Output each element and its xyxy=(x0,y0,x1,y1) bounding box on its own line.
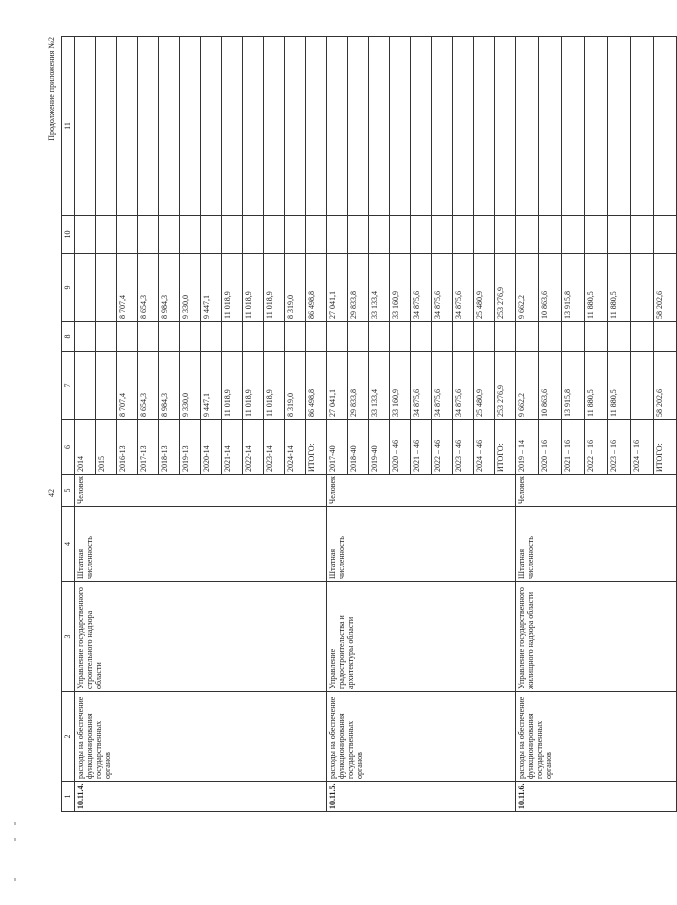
value-col-9: 8 707,4 xyxy=(117,254,138,322)
value-col-8 xyxy=(495,322,516,352)
value-col-7: 11 018,9 xyxy=(264,352,285,420)
value-col-8 xyxy=(369,322,390,352)
indicator: Штатная численность xyxy=(516,507,677,582)
value-col-8 xyxy=(96,322,117,352)
unit: Человек xyxy=(327,475,516,507)
value-col-9: 11 880,5 xyxy=(608,254,631,322)
value-col-9 xyxy=(96,254,117,322)
value-col-10 xyxy=(243,216,264,254)
value-col-10 xyxy=(75,216,96,254)
period: 2021 – 16 xyxy=(562,420,585,475)
period: 2019 – 14 xyxy=(516,420,539,475)
value-col-7 xyxy=(75,352,96,420)
value-col-9: 27 041,1 xyxy=(327,254,348,322)
organization: Управление государственного строительного надзора области xyxy=(75,582,327,692)
period: 2019-13 xyxy=(180,420,201,475)
value-col-10 xyxy=(453,216,474,254)
value-col-11 xyxy=(453,37,474,216)
continuation-note: Продолжение приложения №2 xyxy=(47,37,56,141)
period: 2023 – 16 xyxy=(608,420,631,475)
value-col-9: 34 875,6 xyxy=(453,254,474,322)
scan-mark xyxy=(14,838,16,841)
value-col-10 xyxy=(495,216,516,254)
table-row xyxy=(516,37,539,812)
value-col-11 xyxy=(631,37,654,216)
value-col-10 xyxy=(264,216,285,254)
value-col-9: 10 863,6 xyxy=(539,254,562,322)
value-col-9: 9 662,2 xyxy=(516,254,539,322)
value-col-11 xyxy=(654,37,677,216)
item-code: 10.11.4. xyxy=(75,782,327,812)
value-col-8 xyxy=(306,322,327,352)
unit: Человек xyxy=(75,475,327,507)
value-col-9: 13 915,8 xyxy=(562,254,585,322)
value-col-7: 10 863,6 xyxy=(539,352,562,420)
rotated-sheet xyxy=(47,37,664,812)
period: 2024 – 16 xyxy=(631,420,654,475)
table-row xyxy=(327,37,348,812)
value-col-10 xyxy=(369,216,390,254)
period: ИТОГО: xyxy=(306,420,327,475)
value-col-8 xyxy=(474,322,495,352)
value-col-7: 11 880,5 xyxy=(585,352,608,420)
value-col-10 xyxy=(432,216,453,254)
value-col-7: 11 018,9 xyxy=(243,352,264,420)
value-col-9: 9 447,1 xyxy=(201,254,222,322)
period: 2024-14 xyxy=(285,420,306,475)
value-col-8 xyxy=(222,322,243,352)
value-col-7: 8 984,3 xyxy=(159,352,180,420)
column-number: 1 xyxy=(62,782,75,812)
value-col-11 xyxy=(562,37,585,216)
value-col-9: 25 480,9 xyxy=(474,254,495,322)
value-col-7 xyxy=(96,352,117,420)
value-col-8 xyxy=(562,322,585,352)
value-col-11 xyxy=(180,37,201,216)
value-col-7 xyxy=(631,352,654,420)
value-col-8 xyxy=(654,322,677,352)
value-col-8 xyxy=(327,322,348,352)
period: 2015 xyxy=(96,420,117,475)
value-col-10 xyxy=(117,216,138,254)
value-col-9: 86 498,8 xyxy=(306,254,327,322)
value-col-11 xyxy=(474,37,495,216)
value-col-11 xyxy=(539,37,562,216)
value-col-8 xyxy=(264,322,285,352)
period: 2020 – 16 xyxy=(539,420,562,475)
value-col-7: 25 480,9 xyxy=(474,352,495,420)
value-col-10 xyxy=(390,216,411,254)
item-code: 10.11.6. xyxy=(516,782,677,812)
value-col-11 xyxy=(96,37,117,216)
table-row xyxy=(75,37,96,812)
value-col-8 xyxy=(516,322,539,352)
value-col-9: 8 319,0 xyxy=(285,254,306,322)
value-col-7: 253 276,9 xyxy=(495,352,516,420)
indicator: Штатная численность xyxy=(75,507,327,582)
value-col-7: 33 160,9 xyxy=(390,352,411,420)
period: 2021-14 xyxy=(222,420,243,475)
value-col-7: 8 319,0 xyxy=(285,352,306,420)
value-col-11 xyxy=(369,37,390,216)
organization: Управление государственного жилищного надзора области xyxy=(516,582,677,692)
column-number: 10 xyxy=(62,216,75,254)
column-number: 2 xyxy=(62,692,75,782)
value-col-10 xyxy=(585,216,608,254)
period: 2024 – 46 xyxy=(474,420,495,475)
period: 2018-13 xyxy=(159,420,180,475)
value-col-10 xyxy=(285,216,306,254)
value-col-9: 11 018,9 xyxy=(222,254,243,322)
item-name: расходы на обеспечение функционирования государственных органов xyxy=(327,692,516,782)
value-col-10 xyxy=(327,216,348,254)
item-name: расходы на обеспечение функционирования государственных органов xyxy=(516,692,677,782)
value-col-11 xyxy=(201,37,222,216)
value-col-7: 9 330,0 xyxy=(180,352,201,420)
value-col-11 xyxy=(222,37,243,216)
value-col-10 xyxy=(138,216,159,254)
value-col-10 xyxy=(631,216,654,254)
period: 2017-13 xyxy=(138,420,159,475)
value-col-11 xyxy=(285,37,306,216)
value-col-7: 13 915,8 xyxy=(562,352,585,420)
column-number: 5 xyxy=(62,475,75,507)
appendix-table xyxy=(61,36,677,812)
organization: Управление градостроительства и архитектуры области xyxy=(327,582,516,692)
value-col-8 xyxy=(631,322,654,352)
value-col-8 xyxy=(432,322,453,352)
value-col-8 xyxy=(201,322,222,352)
value-col-9 xyxy=(75,254,96,322)
value-col-11 xyxy=(138,37,159,216)
value-col-8 xyxy=(243,322,264,352)
value-col-11 xyxy=(432,37,453,216)
column-number: 6 xyxy=(62,420,75,475)
period: 2018-40 xyxy=(348,420,369,475)
value-col-9: 253 276,9 xyxy=(495,254,516,322)
period: 2023-14 xyxy=(264,420,285,475)
value-col-7: 33 133,4 xyxy=(369,352,390,420)
period: 2017-40 xyxy=(327,420,348,475)
value-col-11 xyxy=(306,37,327,216)
value-col-8 xyxy=(608,322,631,352)
column-number: 11 xyxy=(62,37,75,216)
value-col-11 xyxy=(585,37,608,216)
unit: Человек xyxy=(516,475,677,507)
value-col-7: 86 498,8 xyxy=(306,352,327,420)
value-col-7: 58 202,6 xyxy=(654,352,677,420)
column-number: 9 xyxy=(62,254,75,322)
value-col-10 xyxy=(201,216,222,254)
value-col-11 xyxy=(495,37,516,216)
period: 2020 – 46 xyxy=(390,420,411,475)
value-col-9: 11 018,9 xyxy=(243,254,264,322)
value-col-7: 34 875,6 xyxy=(411,352,432,420)
period: 2023 – 46 xyxy=(453,420,474,475)
value-col-10 xyxy=(562,216,585,254)
period: ИТОГО: xyxy=(495,420,516,475)
value-col-8 xyxy=(411,322,432,352)
value-col-11 xyxy=(516,37,539,216)
value-col-7: 34 875,6 xyxy=(453,352,474,420)
value-col-8 xyxy=(138,322,159,352)
column-number: 4 xyxy=(62,507,75,582)
value-col-9: 29 833,8 xyxy=(348,254,369,322)
period: 2014 xyxy=(75,420,96,475)
scan-mark xyxy=(14,878,16,881)
value-col-7: 8 707,4 xyxy=(117,352,138,420)
value-col-7: 11 880,5 xyxy=(608,352,631,420)
value-col-9: 8 654,3 xyxy=(138,254,159,322)
value-col-8 xyxy=(348,322,369,352)
indicator: Штатная численность xyxy=(327,507,516,582)
value-col-10 xyxy=(411,216,432,254)
period: ИТОГО: xyxy=(654,420,677,475)
value-col-10 xyxy=(348,216,369,254)
period: 2016-13 xyxy=(117,420,138,475)
value-col-11 xyxy=(75,37,96,216)
value-col-9: 9 330,0 xyxy=(180,254,201,322)
period: 2021 – 46 xyxy=(411,420,432,475)
value-col-8 xyxy=(75,322,96,352)
value-col-9: 11 880,5 xyxy=(585,254,608,322)
value-col-8 xyxy=(117,322,138,352)
value-col-10 xyxy=(608,216,631,254)
value-col-7: 29 833,8 xyxy=(348,352,369,420)
value-col-7: 8 654,3 xyxy=(138,352,159,420)
value-col-7: 9 447,1 xyxy=(201,352,222,420)
value-col-11 xyxy=(390,37,411,216)
value-col-10 xyxy=(159,216,180,254)
value-col-10 xyxy=(474,216,495,254)
column-number: 8 xyxy=(62,322,75,352)
value-col-11 xyxy=(411,37,432,216)
value-col-8 xyxy=(390,322,411,352)
value-col-10 xyxy=(180,216,201,254)
period: 2022 – 16 xyxy=(585,420,608,475)
value-col-11 xyxy=(159,37,180,216)
value-col-11 xyxy=(264,37,285,216)
period: 2020-14 xyxy=(201,420,222,475)
page-number: 42 xyxy=(47,489,56,497)
value-col-7: 34 875,6 xyxy=(432,352,453,420)
value-col-10 xyxy=(96,216,117,254)
column-number: 7 xyxy=(62,352,75,420)
value-col-9: 58 202,6 xyxy=(654,254,677,322)
value-col-9: 33 133,4 xyxy=(369,254,390,322)
value-col-9: 34 875,6 xyxy=(432,254,453,322)
value-col-8 xyxy=(285,322,306,352)
value-col-8 xyxy=(585,322,608,352)
value-col-8 xyxy=(159,322,180,352)
value-col-10 xyxy=(654,216,677,254)
value-col-7: 27 041,1 xyxy=(327,352,348,420)
value-col-11 xyxy=(243,37,264,216)
item-code: 10.11.5. xyxy=(327,782,516,812)
value-col-8 xyxy=(180,322,201,352)
value-col-11 xyxy=(348,37,369,216)
value-col-10 xyxy=(306,216,327,254)
value-col-11 xyxy=(327,37,348,216)
value-col-11 xyxy=(608,37,631,216)
period: 2022-14 xyxy=(243,420,264,475)
value-col-8 xyxy=(453,322,474,352)
value-col-9: 11 018,9 xyxy=(264,254,285,322)
value-col-10 xyxy=(516,216,539,254)
value-col-8 xyxy=(539,322,562,352)
period: 2019-40 xyxy=(369,420,390,475)
value-col-7: 11 018,9 xyxy=(222,352,243,420)
value-col-10 xyxy=(222,216,243,254)
value-col-9: 8 984,3 xyxy=(159,254,180,322)
scan-mark xyxy=(14,822,16,825)
value-col-9: 34 875,6 xyxy=(411,254,432,322)
item-name: расходы на обеспечение функционирования государственных органов xyxy=(75,692,327,782)
value-col-10 xyxy=(539,216,562,254)
value-col-9 xyxy=(631,254,654,322)
column-number: 3 xyxy=(62,582,75,692)
column-number-row xyxy=(62,37,75,812)
value-col-9: 33 160,9 xyxy=(390,254,411,322)
value-col-7: 9 662,2 xyxy=(516,352,539,420)
value-col-11 xyxy=(117,37,138,216)
period: 2022 – 46 xyxy=(432,420,453,475)
